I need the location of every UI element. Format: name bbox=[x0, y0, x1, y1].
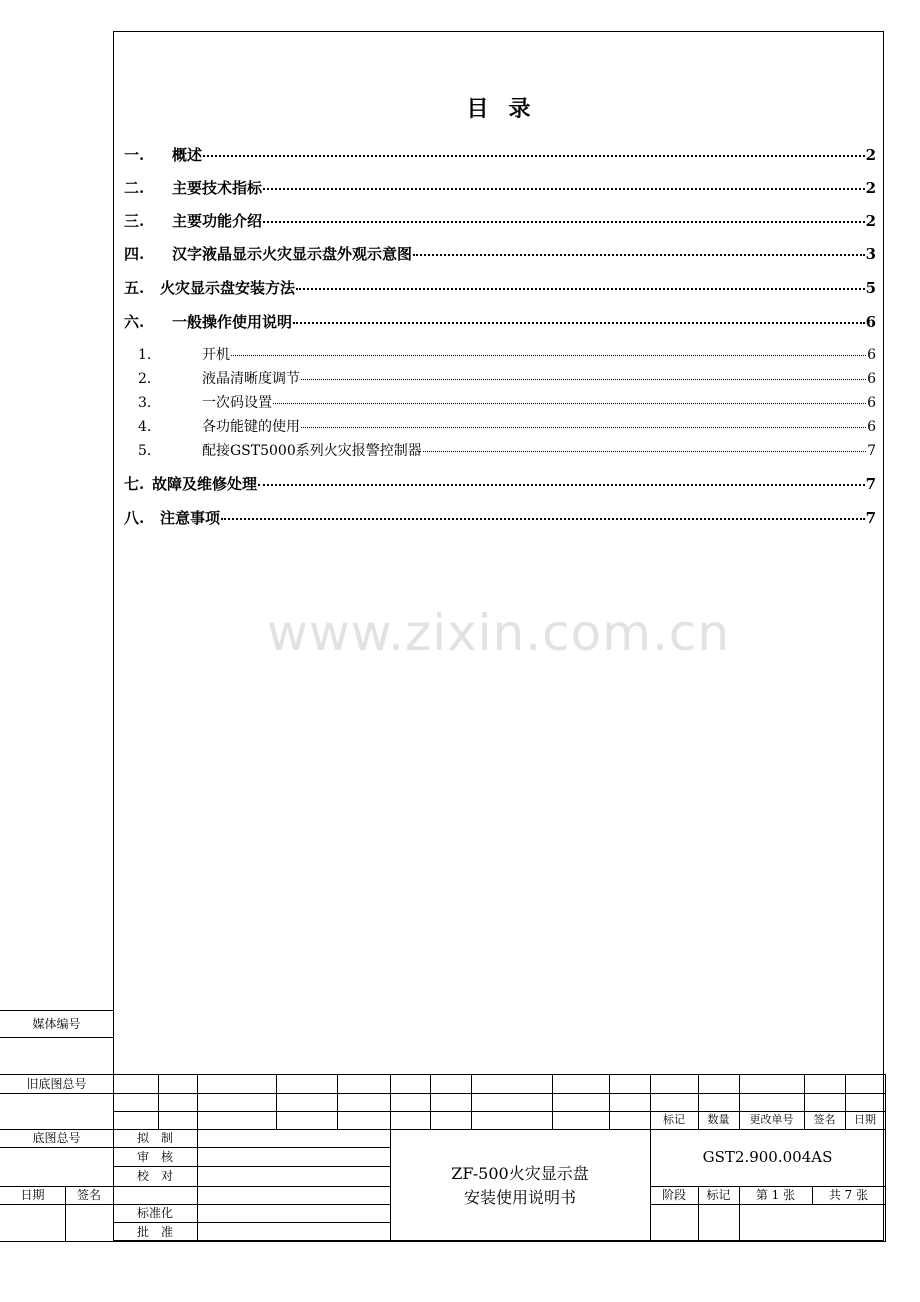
title-block-line bbox=[113, 1111, 885, 1112]
title-block-line bbox=[113, 1074, 885, 1075]
old-base-number-label: 旧底图总号 bbox=[26, 1077, 87, 1091]
role-standardization: 标准化 bbox=[136, 1206, 173, 1220]
margin-line bbox=[0, 1093, 113, 1094]
date-label: 日期 bbox=[20, 1188, 45, 1202]
toc-label: 一般操作使用说明 bbox=[172, 313, 293, 331]
toc-page-number: 6 bbox=[867, 395, 876, 411]
toc-entry[interactable] bbox=[124, 311, 876, 332]
title-block-line bbox=[552, 1074, 553, 1129]
margin-line bbox=[0, 1186, 113, 1187]
toc-leader-dots bbox=[413, 254, 865, 256]
margin-line bbox=[0, 1010, 113, 1011]
toc-leader-dots bbox=[293, 322, 865, 324]
toc-number: 3． bbox=[138, 395, 161, 411]
sheet-number: 第 1 张 bbox=[755, 1188, 796, 1202]
base-number-label: 底图总号 bbox=[32, 1131, 81, 1145]
title-block-line bbox=[337, 1074, 338, 1129]
toc-number: 1． bbox=[138, 347, 161, 363]
media-number-label: 媒体编号 bbox=[32, 1017, 81, 1031]
product-subtitle: 安装使用说明书 bbox=[463, 1188, 576, 1207]
toc-page-number: 2 bbox=[865, 212, 876, 230]
toc-leader-dots bbox=[263, 221, 865, 223]
toc-entry[interactable] bbox=[124, 144, 876, 165]
toc-label: 各功能键的使用 bbox=[202, 419, 300, 435]
toc-leader-dots bbox=[263, 188, 865, 190]
title-block-line bbox=[113, 1147, 390, 1148]
title-block-line bbox=[113, 1241, 885, 1242]
toc-leader-dots bbox=[301, 427, 866, 428]
toc-page-number: 6 bbox=[867, 347, 876, 363]
toc-leader-dots bbox=[221, 518, 865, 520]
rev-header-change-no: 更改单号 bbox=[749, 1113, 794, 1126]
toc-number: 八. bbox=[124, 509, 145, 527]
toc-number: 四. bbox=[124, 245, 145, 263]
toc-page-number: 7 bbox=[867, 443, 876, 459]
toc-number: 五. bbox=[124, 279, 145, 297]
margin-line bbox=[0, 1037, 113, 1038]
title-block-line bbox=[471, 1074, 472, 1129]
title-block-line bbox=[650, 1186, 885, 1187]
title-block-line bbox=[885, 1074, 886, 1242]
title-block-line bbox=[113, 1204, 390, 1205]
margin-line bbox=[0, 1147, 113, 1148]
title-block-line bbox=[609, 1074, 610, 1129]
toc-label: 概述 bbox=[172, 146, 203, 164]
toc-leader-dots bbox=[296, 288, 865, 290]
toc-number: 二. bbox=[124, 179, 145, 197]
toc-number: 六. bbox=[124, 313, 145, 331]
toc-page-number: 7 bbox=[865, 509, 876, 527]
toc-leader-dots bbox=[231, 355, 866, 356]
toc-page-number: 6 bbox=[865, 313, 876, 331]
toc-number: 七. bbox=[124, 475, 145, 493]
toc-number: 5． bbox=[138, 443, 161, 459]
title-block-line bbox=[430, 1074, 431, 1129]
title-block-line bbox=[113, 1222, 390, 1223]
role-approve: 批 准 bbox=[136, 1225, 173, 1239]
toc-label: 火灾显示盘安装方法 bbox=[160, 279, 296, 297]
product-title: ZF-500火灾显示盘 bbox=[451, 1164, 589, 1183]
title-block-line bbox=[113, 1093, 885, 1094]
toc-entry[interactable] bbox=[124, 507, 876, 528]
toc-entry[interactable] bbox=[138, 392, 876, 412]
rev-header-mark: 标记 bbox=[663, 1113, 685, 1126]
watermark: www.zixin.com.cn bbox=[266, 604, 731, 662]
toc-entry[interactable] bbox=[124, 243, 876, 264]
toc-entry[interactable] bbox=[138, 368, 876, 388]
toc-number: 4． bbox=[138, 419, 161, 435]
title-block-line bbox=[650, 1204, 885, 1205]
margin-line bbox=[0, 1129, 113, 1130]
margin-line bbox=[0, 1241, 113, 1242]
toc-number: 2． bbox=[138, 371, 161, 387]
rev-header-signature: 签名 bbox=[813, 1113, 836, 1126]
toc-page-number: 7 bbox=[865, 475, 876, 493]
toc-entry[interactable] bbox=[124, 177, 876, 198]
title-block-line bbox=[390, 1074, 391, 1242]
page-title: 目录 bbox=[466, 96, 551, 122]
rev-header-date: 日期 bbox=[854, 1113, 876, 1126]
toc-page-number: 2 bbox=[865, 146, 876, 164]
toc-leader-dots bbox=[203, 155, 865, 157]
toc-label: 故障及维修处理 bbox=[152, 475, 258, 493]
title-block-line bbox=[113, 1166, 390, 1167]
toc-page-number: 6 bbox=[867, 371, 876, 387]
toc-entry[interactable] bbox=[124, 473, 876, 494]
title-block-line bbox=[276, 1074, 277, 1129]
toc-entry[interactable] bbox=[138, 440, 876, 460]
toc-label: 注意事项 bbox=[160, 509, 221, 527]
toc-label: 一次码设置 bbox=[202, 395, 272, 411]
toc-number: 一. bbox=[124, 146, 145, 164]
toc-page-number: 2 bbox=[865, 179, 876, 197]
role-proofread: 校 对 bbox=[136, 1169, 173, 1183]
toc-entry[interactable] bbox=[124, 277, 876, 298]
toc-entry[interactable] bbox=[124, 210, 876, 231]
margin-line bbox=[0, 1074, 113, 1075]
mark-label: 标记 bbox=[706, 1188, 731, 1202]
toc-number: 三. bbox=[124, 212, 145, 230]
toc-leader-dots bbox=[273, 403, 866, 404]
toc-label: 汉字液晶显示火灾显示盘外观示意图 bbox=[172, 245, 413, 263]
signature-label: 签名 bbox=[76, 1188, 101, 1202]
toc-label: 液晶清晰度调节 bbox=[202, 371, 300, 387]
toc-leader-dots bbox=[258, 484, 865, 486]
toc-entry[interactable] bbox=[138, 344, 876, 364]
title-block-line bbox=[158, 1074, 159, 1129]
toc-leader-dots bbox=[423, 451, 866, 452]
toc-entry[interactable] bbox=[138, 416, 876, 436]
total-sheets: 共 7 张 bbox=[828, 1188, 869, 1202]
stage-label: 阶段 bbox=[661, 1188, 686, 1202]
rev-header-quantity: 数量 bbox=[707, 1113, 730, 1126]
role-review: 审 核 bbox=[136, 1150, 173, 1164]
toc-label: 主要技术指标 bbox=[172, 179, 263, 197]
role-draft: 拟 制 bbox=[136, 1131, 173, 1145]
document-number: GST2.900.004AS bbox=[702, 1148, 833, 1166]
toc-page-number: 6 bbox=[867, 419, 876, 435]
margin-line bbox=[0, 1204, 113, 1205]
toc-label: 主要功能介绍 bbox=[172, 212, 263, 230]
toc-page-number: 5 bbox=[865, 279, 876, 297]
title-block-line bbox=[113, 1186, 390, 1187]
toc-leader-dots bbox=[301, 379, 866, 380]
toc-label: 开机 bbox=[202, 347, 230, 363]
title-block-line bbox=[113, 1129, 885, 1130]
title-block-line bbox=[197, 1074, 198, 1242]
toc-label: 配接GST5000系列火灾报警控制器 bbox=[202, 443, 422, 459]
toc-page-number: 3 bbox=[865, 245, 876, 263]
